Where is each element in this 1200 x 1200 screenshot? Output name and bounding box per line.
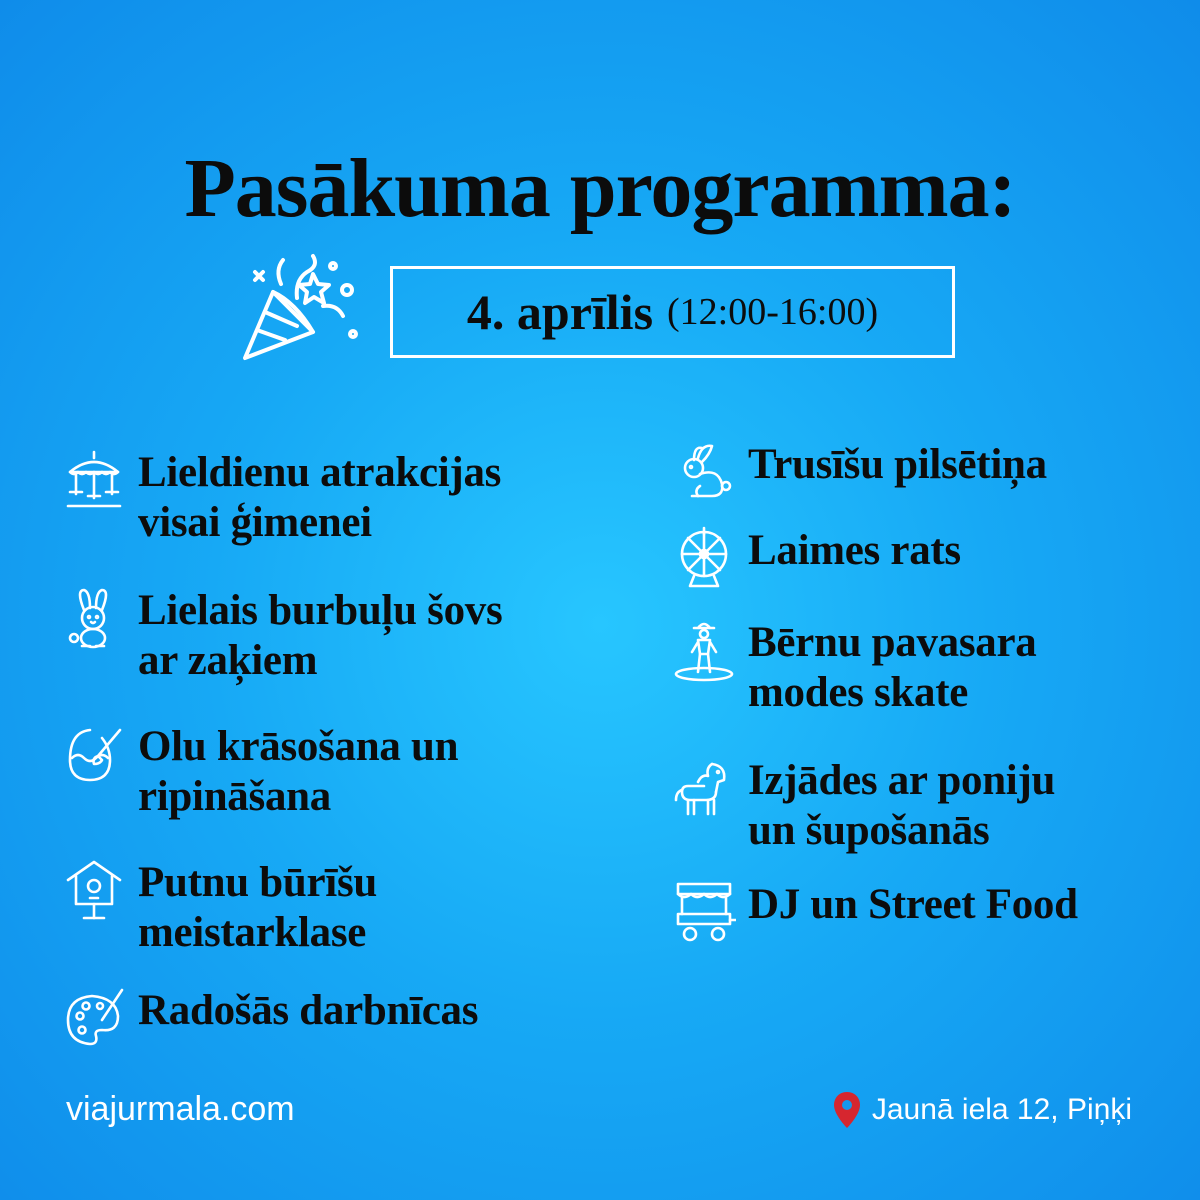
program-item (672, 756, 1055, 856)
program-item (62, 986, 478, 1050)
program-item (672, 618, 1036, 718)
date-box (390, 266, 955, 358)
program-label: Izjādes ar poniju un šupošanās (748, 757, 1056, 854)
program-label: Laimes rats (748, 527, 961, 574)
program-label: Trusīšu pilsētiņa (748, 441, 1047, 488)
website-link[interactable]: viajurmala.com (66, 1090, 295, 1128)
page-title: Pasākuma programma: (184, 142, 1016, 235)
carousel-icon (62, 448, 126, 512)
program-item (62, 586, 502, 686)
program-label: DJ un Street Food (748, 881, 1078, 928)
egg-painting-icon (62, 722, 126, 786)
party-popper-icon (235, 250, 365, 370)
program-item (62, 722, 458, 822)
event-date: 4. aprīlis (466, 284, 654, 340)
program-item (672, 440, 1047, 504)
bunny-icon (62, 586, 126, 650)
program-label: Lielais burbuļu šovs ar zaķiem (138, 587, 503, 684)
location-text: Jaunā iela 12, Piņķi (871, 1093, 1132, 1126)
program-label: Lieldienu atrakcijas visai ģimenei (138, 449, 502, 546)
program-label: Olu krāsošana un ripināšana (138, 723, 459, 820)
location-pin-icon (832, 1090, 862, 1130)
location (832, 1090, 1132, 1130)
fashion-show-icon (672, 618, 736, 682)
birdhouse-icon (62, 858, 126, 922)
event-time: (12:00-16:00) (667, 291, 879, 333)
rabbit-icon (672, 440, 736, 504)
food-cart-icon (672, 880, 736, 944)
program-label: Putnu būrīšu meistarklase (138, 859, 377, 956)
date-row (235, 250, 965, 370)
program-label: Bērnu pavasara modes skate (748, 619, 1037, 716)
palette-icon (62, 986, 126, 1050)
program-item (672, 526, 961, 590)
program-label: Radošās darbnīcas (138, 987, 479, 1034)
program-item (62, 448, 501, 548)
pony-icon (672, 756, 736, 820)
program-item (62, 858, 377, 958)
fortune-wheel-icon (672, 526, 736, 590)
program-item (672, 880, 1078, 944)
